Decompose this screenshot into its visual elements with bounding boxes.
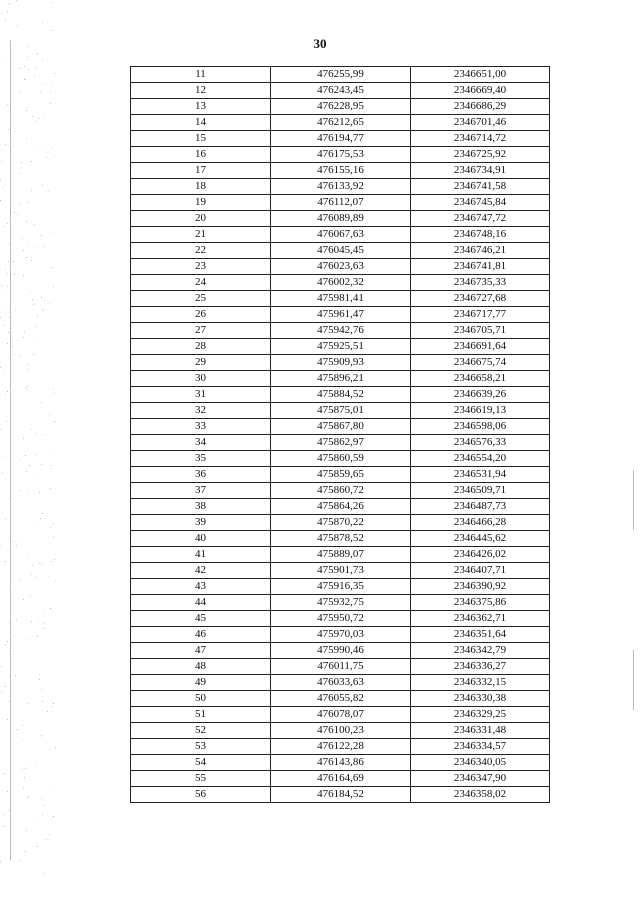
point-number-cell: 18 — [131, 179, 271, 195]
point-number-cell: 46 — [131, 627, 271, 643]
table-row — [131, 515, 550, 531]
x-coordinate-cell: 476155,16 — [271, 163, 411, 179]
point-number-cell: 31 — [131, 387, 271, 403]
table-row — [131, 403, 550, 419]
x-coordinate-cell: 476122,28 — [271, 739, 411, 755]
x-coordinate-cell: 476228,95 — [271, 99, 411, 115]
x-coordinate-cell: 475860,72 — [271, 483, 411, 499]
point-number-cell: 54 — [131, 755, 271, 771]
table-row — [131, 483, 550, 499]
table-row — [131, 659, 550, 675]
y-coordinate-cell: 2346342,79 — [411, 643, 550, 659]
table-row — [131, 371, 550, 387]
x-coordinate-cell: 476067,63 — [271, 227, 411, 243]
y-coordinate-cell: 2346358,02 — [411, 787, 550, 803]
y-coordinate-cell: 2346746,21 — [411, 243, 550, 259]
y-coordinate-cell: 2346745,84 — [411, 195, 550, 211]
point-number-cell: 40 — [131, 531, 271, 547]
point-number-cell: 30 — [131, 371, 271, 387]
x-coordinate-cell: 475870,22 — [271, 515, 411, 531]
y-coordinate-cell: 2346330,38 — [411, 691, 550, 707]
point-number-cell: 56 — [131, 787, 271, 803]
point-number-cell: 47 — [131, 643, 271, 659]
x-coordinate-cell: 475942,76 — [271, 323, 411, 339]
y-coordinate-cell: 2346340,05 — [411, 755, 550, 771]
y-coordinate-cell: 2346509,71 — [411, 483, 550, 499]
table-row — [131, 387, 550, 403]
point-number-cell: 19 — [131, 195, 271, 211]
point-number-cell: 34 — [131, 435, 271, 451]
y-coordinate-cell: 2346531,94 — [411, 467, 550, 483]
y-coordinate-cell: 2346651,00 — [411, 67, 550, 83]
table-row — [131, 355, 550, 371]
point-number-cell: 45 — [131, 611, 271, 627]
point-number-cell: 50 — [131, 691, 271, 707]
page-number: 30 — [313, 36, 327, 51]
x-coordinate-cell: 476243,45 — [271, 83, 411, 99]
point-number-cell: 51 — [131, 707, 271, 723]
y-coordinate-cell: 2346705,71 — [411, 323, 550, 339]
x-coordinate-cell: 475889,07 — [271, 547, 411, 563]
table-row — [131, 707, 550, 723]
point-number-cell: 24 — [131, 275, 271, 291]
x-coordinate-cell: 475970,03 — [271, 627, 411, 643]
scan-edge-line-right-lower — [633, 650, 634, 710]
x-coordinate-cell: 476002,32 — [271, 275, 411, 291]
point-number-cell: 14 — [131, 115, 271, 131]
table-row — [131, 691, 550, 707]
table-row — [131, 83, 550, 99]
table-row — [131, 275, 550, 291]
x-coordinate-cell: 476089,89 — [271, 211, 411, 227]
table-row — [131, 739, 550, 755]
x-coordinate-cell: 475867,80 — [271, 419, 411, 435]
x-coordinate-cell: 475901,73 — [271, 563, 411, 579]
point-number-cell: 23 — [131, 259, 271, 275]
x-coordinate-cell: 476143,86 — [271, 755, 411, 771]
y-coordinate-cell: 2346445,62 — [411, 531, 550, 547]
x-coordinate-cell: 475961,47 — [271, 307, 411, 323]
y-coordinate-cell: 2346675,74 — [411, 355, 550, 371]
y-coordinate-cell: 2346576,33 — [411, 435, 550, 451]
table-row — [131, 147, 550, 163]
scan-margin-noise — [0, 0, 60, 905]
table-row — [131, 291, 550, 307]
y-coordinate-cell: 2346619,13 — [411, 403, 550, 419]
table-row — [131, 163, 550, 179]
y-coordinate-cell: 2346347,90 — [411, 771, 550, 787]
y-coordinate-cell: 2346714,72 — [411, 131, 550, 147]
table-row — [131, 323, 550, 339]
x-coordinate-cell: 475932,75 — [271, 595, 411, 611]
table-row — [131, 771, 550, 787]
x-coordinate-cell: 475859,65 — [271, 467, 411, 483]
point-number-cell: 25 — [131, 291, 271, 307]
point-number-cell: 17 — [131, 163, 271, 179]
point-number-cell: 15 — [131, 131, 271, 147]
point-number-cell: 41 — [131, 547, 271, 563]
point-number-cell: 11 — [131, 67, 271, 83]
point-number-cell: 38 — [131, 499, 271, 515]
table-row — [131, 531, 550, 547]
point-number-cell: 22 — [131, 243, 271, 259]
table-row — [131, 579, 550, 595]
point-number-cell: 49 — [131, 675, 271, 691]
table-row — [131, 227, 550, 243]
table-row — [131, 99, 550, 115]
point-number-cell: 53 — [131, 739, 271, 755]
table-row — [131, 595, 550, 611]
x-coordinate-cell: 475950,72 — [271, 611, 411, 627]
point-number-cell: 39 — [131, 515, 271, 531]
y-coordinate-cell: 2346691,64 — [411, 339, 550, 355]
x-coordinate-cell: 475875,01 — [271, 403, 411, 419]
point-number-cell: 21 — [131, 227, 271, 243]
point-number-cell: 16 — [131, 147, 271, 163]
x-coordinate-cell: 476164,69 — [271, 771, 411, 787]
table-row — [131, 547, 550, 563]
table-row — [131, 627, 550, 643]
y-coordinate-cell: 2346741,58 — [411, 179, 550, 195]
y-coordinate-cell: 2346351,64 — [411, 627, 550, 643]
y-coordinate-cell: 2346725,92 — [411, 147, 550, 163]
table-row — [131, 243, 550, 259]
y-coordinate-cell: 2346336,27 — [411, 659, 550, 675]
y-coordinate-cell: 2346598,06 — [411, 419, 550, 435]
point-number-cell: 33 — [131, 419, 271, 435]
table-row — [131, 787, 550, 803]
point-number-cell: 42 — [131, 563, 271, 579]
y-coordinate-cell: 2346375,86 — [411, 595, 550, 611]
y-coordinate-cell: 2346332,15 — [411, 675, 550, 691]
x-coordinate-cell: 475862,97 — [271, 435, 411, 451]
table-row — [131, 131, 550, 147]
x-coordinate-cell: 476011,75 — [271, 659, 411, 675]
x-coordinate-cell: 475916,35 — [271, 579, 411, 595]
x-coordinate-cell: 476184,52 — [271, 787, 411, 803]
table-row — [131, 723, 550, 739]
y-coordinate-cell: 2346686,29 — [411, 99, 550, 115]
y-coordinate-cell: 2346734,91 — [411, 163, 550, 179]
point-number-cell: 27 — [131, 323, 271, 339]
y-coordinate-cell: 2346639,26 — [411, 387, 550, 403]
x-coordinate-cell: 475878,52 — [271, 531, 411, 547]
x-coordinate-cell: 475884,52 — [271, 387, 411, 403]
point-number-cell: 35 — [131, 451, 271, 467]
scan-edge-line — [10, 40, 11, 860]
table-row — [131, 451, 550, 467]
table-row — [131, 755, 550, 771]
point-number-cell: 55 — [131, 771, 271, 787]
table-row — [131, 435, 550, 451]
point-number-cell: 52 — [131, 723, 271, 739]
x-coordinate-cell: 476023,63 — [271, 259, 411, 275]
table-row — [131, 115, 550, 131]
y-coordinate-cell: 2346747,72 — [411, 211, 550, 227]
y-coordinate-cell: 2346717,77 — [411, 307, 550, 323]
x-coordinate-cell: 475981,41 — [271, 291, 411, 307]
y-coordinate-cell: 2346331,48 — [411, 723, 550, 739]
y-coordinate-cell: 2346554,20 — [411, 451, 550, 467]
x-coordinate-cell: 476078,07 — [271, 707, 411, 723]
x-coordinate-cell: 476112,07 — [271, 195, 411, 211]
table-row — [131, 499, 550, 515]
scan-edge-line-right — [633, 470, 634, 530]
x-coordinate-cell: 475990,46 — [271, 643, 411, 659]
x-coordinate-cell: 476194,77 — [271, 131, 411, 147]
y-coordinate-cell: 2346426,02 — [411, 547, 550, 563]
x-coordinate-cell: 476255,99 — [271, 67, 411, 83]
x-coordinate-cell: 476133,92 — [271, 179, 411, 195]
table-row — [131, 339, 550, 355]
y-coordinate-cell: 2346466,28 — [411, 515, 550, 531]
y-coordinate-cell: 2346390,92 — [411, 579, 550, 595]
table-row — [131, 675, 550, 691]
point-number-cell: 44 — [131, 595, 271, 611]
table-row — [131, 67, 550, 83]
point-number-cell: 12 — [131, 83, 271, 99]
x-coordinate-cell: 475860,59 — [271, 451, 411, 467]
point-number-cell: 43 — [131, 579, 271, 595]
x-coordinate-cell: 476212,65 — [271, 115, 411, 131]
table-row — [131, 563, 550, 579]
table-row — [131, 467, 550, 483]
table-row — [131, 611, 550, 627]
x-coordinate-cell: 476045,45 — [271, 243, 411, 259]
y-coordinate-cell: 2346748,16 — [411, 227, 550, 243]
table-row — [131, 643, 550, 659]
table-row — [131, 419, 550, 435]
point-number-cell: 26 — [131, 307, 271, 323]
point-number-cell: 29 — [131, 355, 271, 371]
y-coordinate-cell: 2346701,46 — [411, 115, 550, 131]
y-coordinate-cell: 2346334,57 — [411, 739, 550, 755]
x-coordinate-cell: 476175,53 — [271, 147, 411, 163]
coordinates-table-body — [131, 67, 550, 803]
table-row — [131, 259, 550, 275]
point-number-cell: 13 — [131, 99, 271, 115]
point-number-cell: 48 — [131, 659, 271, 675]
y-coordinate-cell: 2346727,68 — [411, 291, 550, 307]
x-coordinate-cell: 475909,93 — [271, 355, 411, 371]
point-number-cell: 32 — [131, 403, 271, 419]
x-coordinate-cell: 475864,26 — [271, 499, 411, 515]
y-coordinate-cell: 2346487,73 — [411, 499, 550, 515]
point-number-cell: 20 — [131, 211, 271, 227]
point-number-cell: 37 — [131, 483, 271, 499]
table-row — [131, 307, 550, 323]
y-coordinate-cell: 2346741,81 — [411, 259, 550, 275]
x-coordinate-cell: 476055,82 — [271, 691, 411, 707]
table-row — [131, 211, 550, 227]
point-number-cell: 36 — [131, 467, 271, 483]
point-number-cell: 28 — [131, 339, 271, 355]
x-coordinate-cell: 476033,63 — [271, 675, 411, 691]
x-coordinate-cell: 475896,21 — [271, 371, 411, 387]
y-coordinate-cell: 2346329,25 — [411, 707, 550, 723]
y-coordinate-cell: 2346735,33 — [411, 275, 550, 291]
coordinates-table — [130, 66, 550, 803]
table-row — [131, 179, 550, 195]
y-coordinate-cell: 2346407,71 — [411, 563, 550, 579]
y-coordinate-cell: 2346362,71 — [411, 611, 550, 627]
y-coordinate-cell: 2346658,21 — [411, 371, 550, 387]
x-coordinate-cell: 475925,51 — [271, 339, 411, 355]
x-coordinate-cell: 476100,23 — [271, 723, 411, 739]
table-row — [131, 195, 550, 211]
y-coordinate-cell: 2346669,40 — [411, 83, 550, 99]
